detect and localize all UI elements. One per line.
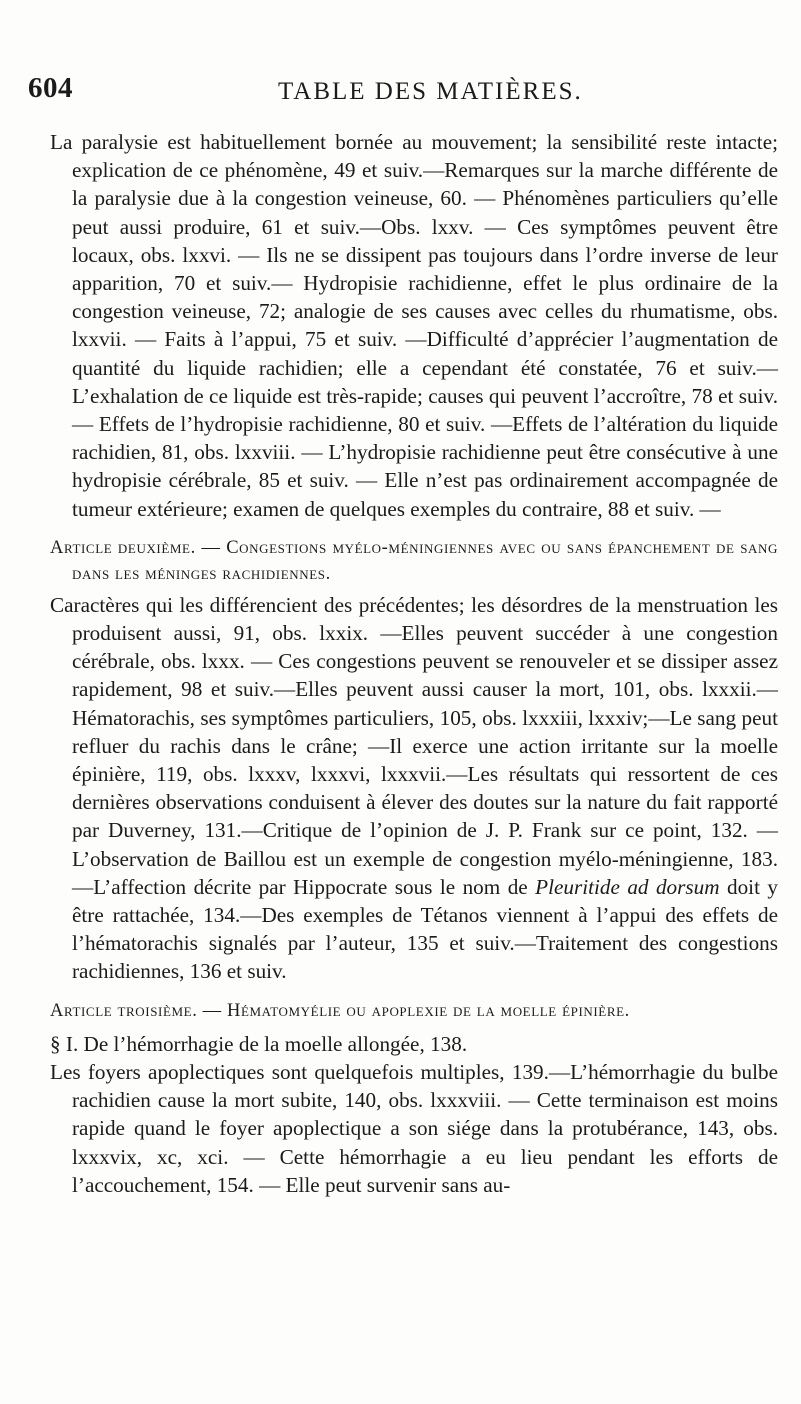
paragraph-paralysie: La paralysie est habituellement bornée au mouvement; la sensibilité reste intacte; explication de ce phénomène, 49 et suiv.—Remarques sur la marche différente de la paralysie due à la congestion veineuse, 60. — Phénomènes particuliers qu’elle peut aussi produire, 61 et suiv.—Obs. lxxv. — Ces symptômes peuvent être locaux, obs. lxxvi. — Ils ne se dissipent pas toujours dans l’ordre inverse de leur apparition, 70 et suiv.— Hydropisie rachidienne, effet le plus ordinaire de la congestion veineuse, 72; analogie de ses causes avec celles du rhumatisme, obs. lxxvii. — Faits à l’appui, 75 et suiv. —Difficulté d’apprécier l’augmentation de quantité du liquide rachidien; elle a cependant été constatée, 76 et suiv.—L’exhalation de ce liquide est très-rapide; causes qui peuvent l’accroître, 78 et suiv. — Effets de l’hydropisie rachidienne, 80 et suiv. —Effets de l’altération du liquide rachidien, 81, obs. lxxviii. — L’hydropisie rachidienne peut être consécutive à une hydropisie cérébrale, 85 et suiv. — Elle n’est pas ordinairement accompagnée de tumeur extérieure; examen de quelques exemples du contraire, 88 et suiv. —	[50, 130, 778, 521]
paragraph-congestions-text: Caractères qui les différencient des précédentes; les désordres de la menstruation les produisent aussi, 91, obs. lxxix. —Elles peuvent succéder à une congestion cérébrale, obs. lxxx. — Ces congestions peuvent se renouveler et se dissiper assez rapidement, 98 et suiv.—Elles peuvent aussi causer la mort, 101, obs. lxxxii.—Hématorachis, ses symptômes particuliers, 105, obs. lxxxiii, lxxxiv;—Le sang peut refluer du rachis dans le crâne; —Il exerce une action irritante sur la moelle épinière, 119, obs. lxxxv, lxxxvi, lxxxvii.—Les résultats qui ressortent de ces dernières observations conduisent à élever des doutes sur la nature du fait rapporté par Duverney, 131.—Critique de l’opinion de J. P. Frank sur ce point, 132. —L’observation de Baillou est un exemple de congestion myélo-méningienne, 183.—L’affection décrite par Hippocrate sous le nom de	[50, 592, 778, 899]
article-troisieme-heading	[50, 998, 778, 1024]
paragraph-congestions	[50, 591, 778, 986]
article-deuxieme-heading-text: Article deuxième. — Congestions myélo-méningiennes avec ou sans épanchement de sang dans les méninges rachidiennes.	[50, 537, 778, 584]
page-number: 604	[28, 72, 73, 104]
article-troisieme-heading-text: Article troisième. — Hématomyélie ou apoplexie de la moelle épinière.	[50, 1000, 630, 1021]
article-deuxieme-heading	[50, 535, 778, 587]
paragraph-congestions-end: doit y être rattachée, 134.—Des exemples de Tétanos viennent à l’appui des effets de l’hématorachis signalés par l’auteur, 135 et suiv.—Traitement des congestions rachidiennes, 136 et suiv.	[72, 874, 778, 984]
section-heading: § I. De l’hémorrhagie de la moelle allongée, 138.	[50, 1031, 468, 1056]
paragraph-congestions-italic: Pleuritide ad dorsum	[535, 874, 720, 899]
table-of-contents-body	[50, 128, 778, 1199]
running-title: TABLE DES MATIÈRES.	[278, 78, 583, 105]
paragraph-foyers: Les foyers apoplectiques sont quelquefois multiples, 139.—L’hémorrhagie du bulbe rachidien cause la mort subite, 140, obs. lxxxviii. — Cette terminaison est moins rapide quand le foyer apoplectique a son siége dans la protubérance, 143, obs. lxxxvix, xc, xci. — Cette hémorrhagie a eu lieu pendant les efforts de l’accouchement, 154. — Elle peut survenir sans au-	[50, 1059, 778, 1197]
